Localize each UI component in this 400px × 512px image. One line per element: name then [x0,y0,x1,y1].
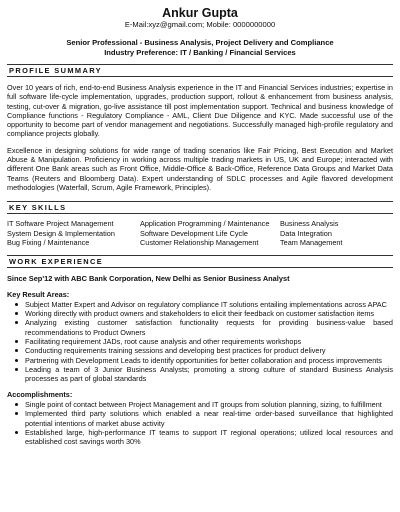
professional-headline: Senior Professional - Business Analysis, Project Delivery and Compliance [66,38,334,47]
list-item: Conducting requirements training sessions and developing best practices for product delivery [7,346,393,355]
list-item: Working directly with product owners and stakeholders to elicit their feedback on customer satisfaction items [7,309,393,318]
skill-item: Application Programming / Maintenance [140,219,270,229]
work-experience-heading: WORK EXPERIENCE [7,255,393,268]
accomplishments-list [7,400,393,446]
job-title: Since Sep'12 with ABC Bank Corporation, New Delhi as Senior Business Analyst [7,273,290,283]
list-item: Subject Matter Expert and Advisor on regulatory compliance IT solutions entailing implementations across APAC [7,300,393,309]
skill-item: IT Software Project Management [7,219,114,229]
profile-paragraph: Excellence in designing solutions for wide range of trading scenarios like Fair Pricing, Best Execution and Market Abuse & Manipulation. Proficiency in working across multiple trading markets in US, UK and Europe; interacted with different One Bank areas such as Front Office, Middle-Office & Back-Office, Reference Data Groups and Market Data Teams (Reuters and Bloomberg Data). Expert understanding of SDLC processes and Agile flavored development methodologies (Waterfall, Scrum, Agile Framework, Principles). [7,145,393,192]
list-item: Single point of contact between Project Management and IT groups from solution planning, sizing, to fulfillment [7,400,393,409]
list-item: Partnering with Development Leads to identify opportunities for better collaboration and process improvements [7,356,393,365]
list-item: Leading a team of 3 Junior Business Analysts; promoting a strong culture of standard Business Analysis processes as part of global standards [7,365,393,384]
result-areas-list [7,300,393,384]
skill-item: Bug Fixing / Maintenance [7,238,90,248]
skill-item: Business Analysis [280,219,339,229]
industry-preference: Industry Preference: IT / Banking / Financial Services [104,47,296,57]
key-result-areas-label: Key Result Areas: [7,290,70,300]
profile-paragraph: Over 10 years of rich, end-to-end Business Analysis experience in the IT and Financial Services industries; expertise in full software life-cycle implementation, upgrades, production support, rollout & enhancement from business analysis, testing, cut-over & migration, go-live assistance till post implementation support. Technical and business knowledge of Compliance functions - Regulatory Compliance - AML, Client Due Diligence and KYC. Made successful use of the opportunity to become part of vendor management and negotiations. Successfully managed high-profile regulatory and compliance projects globally. [7,83,393,139]
profile-summary-heading: PROFILE SUMMARY [7,64,393,77]
skill-item: Team Management [280,238,343,248]
key-skills-heading: KEY SKILLS [7,201,393,214]
candidate-name: Ankur Gupta [162,6,238,20]
list-item: Facilitating requirement JADs, root cause analysis and other requirements workshops [7,337,393,346]
list-item: Established large, high-performance IT teams to support IT regional operations; utilized local resources and established cost savings worth 30% [7,428,393,447]
contact-info: E-Mail:xyz@gmail.com; Mobile: 0000000000 [124,20,276,29]
skills-grid [7,219,393,248]
accomplishments-label: Accomplishments: [7,390,73,400]
list-item: Analyzing existing customer satisfaction functionality requests for providing business-value based recommendations to Product Owners [7,318,393,337]
skill-item: Software Development Life Cycle [140,228,248,238]
skill-item: System Design & Implementation [7,228,115,238]
skill-item: Customer Relationship Management [140,238,259,248]
skill-item: Data Integration [280,228,332,238]
list-item: Implemented third party solutions which enabled a near real-time order-based surveillance that highlighted potential intentions of market abuse activity [7,409,393,428]
